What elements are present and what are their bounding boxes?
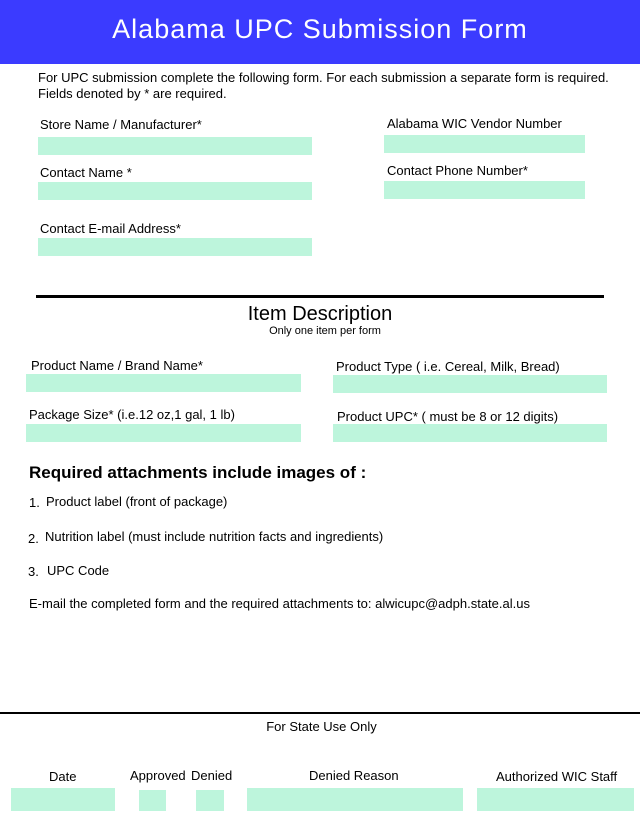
email-instructions: E-mail the completed form and the required attachments to: alwicupc@adph.state.al.us <box>29 596 530 611</box>
approved-box[interactable] <box>139 790 166 811</box>
approved-label: Approved <box>130 768 186 783</box>
item-description-title: Item Description <box>247 303 393 325</box>
attachments-heading: Required attachments include images of : <box>29 463 367 482</box>
page-title: Alabama UPC Submission Form <box>112 14 528 44</box>
contact-name-label: Contact Name * <box>40 165 132 180</box>
date-label: Date <box>49 769 77 784</box>
store-name-label: Store Name / Manufacturer* <box>40 117 202 132</box>
contact-phone-label: Contact Phone Number* <box>387 163 528 178</box>
intro-line-2: Fields denoted by * are required. <box>38 86 227 101</box>
package-size-label: Package Size* (i.e.12 oz,1 gal, 1 lb) <box>29 407 235 422</box>
item-description-subtitle: Only one item per form <box>269 325 381 337</box>
store-name-field[interactable] <box>38 137 312 155</box>
attachment-number: 2. <box>28 531 39 546</box>
attachment-item: UPC Code <box>47 563 110 578</box>
product-type-label: Product Type ( i.e. Cereal, Milk, Bread) <box>336 359 560 374</box>
attachment-number: 3. <box>28 564 39 579</box>
product-upc-label: Product UPC* ( must be 8 or 12 digits) <box>337 409 559 424</box>
attachment-item: Product label (front of package) <box>46 494 228 509</box>
denied-reason-label: Denied Reason <box>309 768 399 783</box>
section-divider <box>36 295 604 298</box>
authorized-staff-label: Authorized WIC Staff <box>496 769 618 784</box>
date-field[interactable] <box>11 788 115 811</box>
attachment-number: 1. <box>29 495 40 510</box>
vendor-number-label: Alabama WIC Vendor Number <box>387 116 562 131</box>
state-use-title: For State Use Only <box>266 719 377 734</box>
contact-email-label: Contact E-mail Address* <box>40 221 181 236</box>
product-upc-field[interactable] <box>333 424 607 442</box>
authorized-staff-field[interactable] <box>477 788 634 811</box>
contact-email-field[interactable] <box>38 238 312 256</box>
product-name-field[interactable] <box>26 374 301 392</box>
package-size-field[interactable] <box>26 424 301 442</box>
denied-label: Denied <box>191 768 233 783</box>
attachment-item: Nutrition label (must include nutrition facts and ingredients) <box>45 529 384 544</box>
contact-phone-field[interactable] <box>384 181 585 199</box>
product-name-label: Product Name / Brand Name* <box>31 358 203 373</box>
denied-box[interactable] <box>196 790 224 811</box>
denied-reason-field[interactable] <box>247 788 463 811</box>
state-use-divider <box>0 712 640 714</box>
product-type-field[interactable] <box>333 375 607 393</box>
vendor-number-field[interactable] <box>384 135 585 153</box>
contact-name-field[interactable] <box>38 182 312 200</box>
intro-line-1: For UPC submission complete the following form. For each submission a separate form is required. <box>38 70 609 85</box>
